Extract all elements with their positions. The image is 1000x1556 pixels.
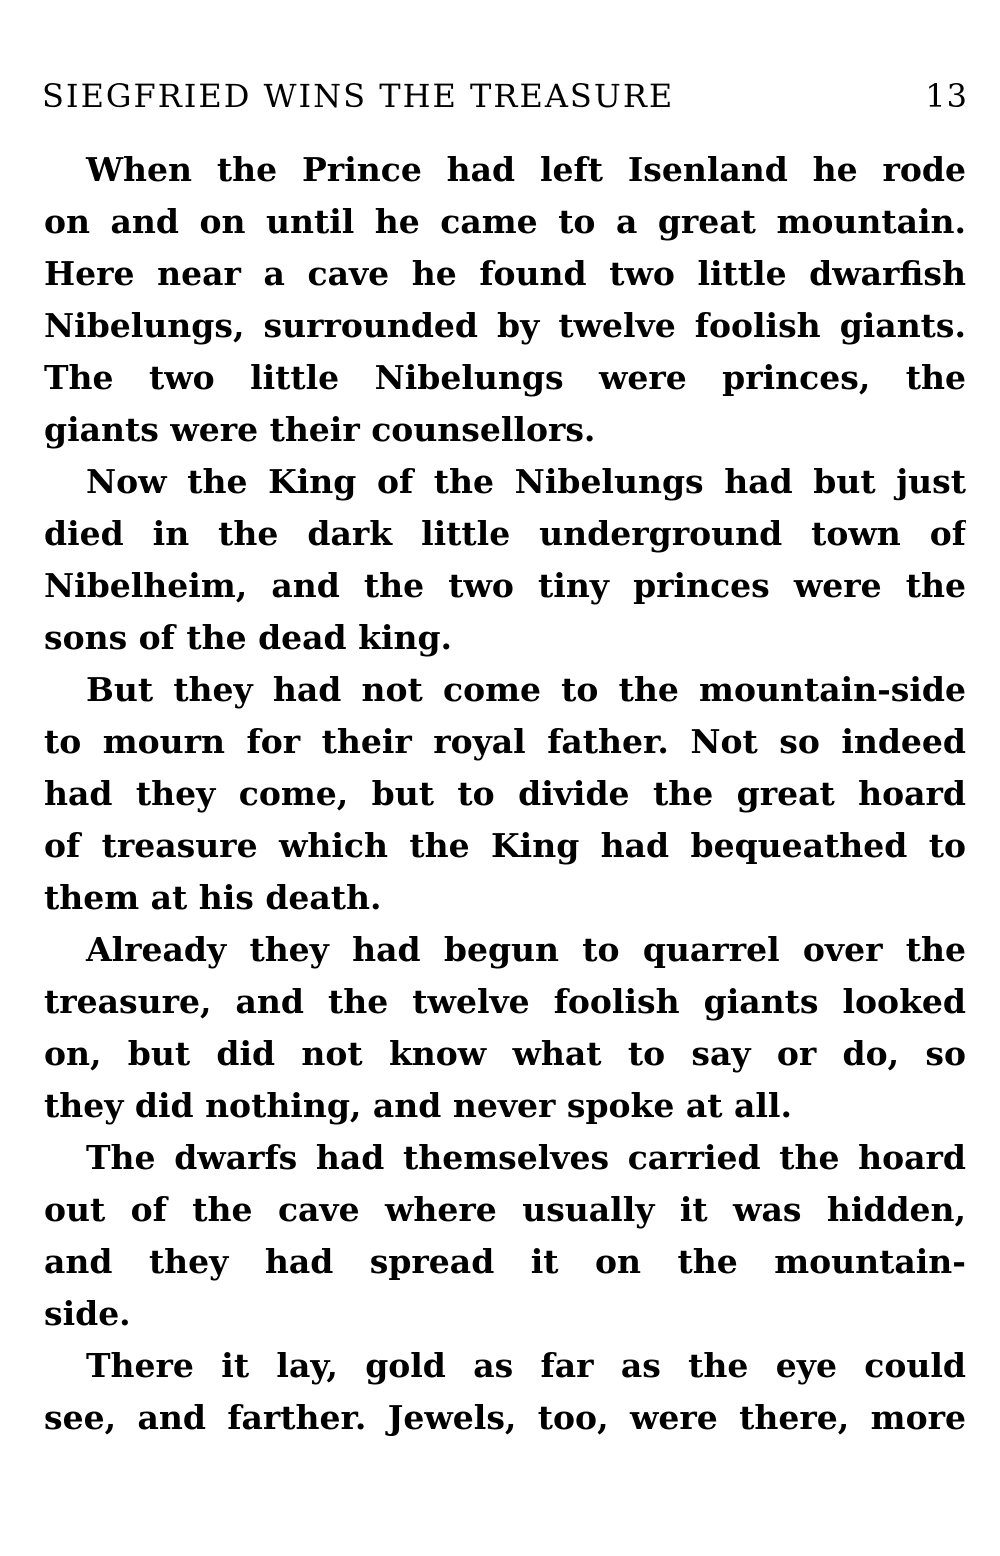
text-line: treasure, and the twelve foolish giants looked [44,982,966,1021]
body-text [44,144,966,1444]
text-line: Nibelungs, surrounded by twelve foolish giants. [44,306,966,345]
text-line: But they had not come to the mountain-side [86,670,966,709]
text-line: of treasure which the King had bequeathed to [44,826,966,865]
text-line: Nibelheim, and the two tiny princes were the [44,566,966,605]
text-line: The two little Nibelungs were princes, the [44,358,966,397]
text-line: There it lay, gold as far as the eye could [86,1346,966,1385]
text-line: had they come, but to divide the great hoard [44,774,966,813]
text-line: they did nothing, and never spoke at all. [44,1086,792,1125]
paragraph [44,144,966,456]
text-line: and they had spread it on the mountain- [44,1242,966,1281]
paragraph [44,924,966,1132]
text-line: them at his death. [44,878,382,917]
text-line: died in the dark little underground town of [44,514,966,553]
running-title: SIEGFRIED WINS THE TREASURE [42,77,675,115]
text-line: to mourn for their royal father. Not so indeed [44,722,966,761]
text-line: on and on until he came to a great mountain. [44,202,966,241]
text-line: sons of the dead king. [44,618,453,657]
text-line: out of the cave where usually it was hidden, [44,1190,966,1229]
text-line: The dwarfs had themselves carried the hoard [86,1138,966,1177]
text-line: Already they had begun to quarrel over the [86,930,966,969]
text-line: Here near a cave he found two little dwarfish [44,254,966,293]
text-line: Now the King of the Nibelungs had but just [86,462,966,501]
page-number: 13 [925,77,968,115]
text-line: When the Prince had left Isenland he rode [86,150,966,189]
text-line: side. [44,1294,131,1333]
text-line: on, but did not know what to say or do, so [44,1034,966,1073]
paragraph [44,1132,966,1340]
paragraph [44,456,966,664]
text-line: see, and farther. Jewels, too, were there, more [44,1398,966,1437]
text-line: giants were their counsellors. [44,410,596,449]
running-head [42,76,968,116]
paragraph [44,1340,966,1444]
paragraph [44,664,966,924]
